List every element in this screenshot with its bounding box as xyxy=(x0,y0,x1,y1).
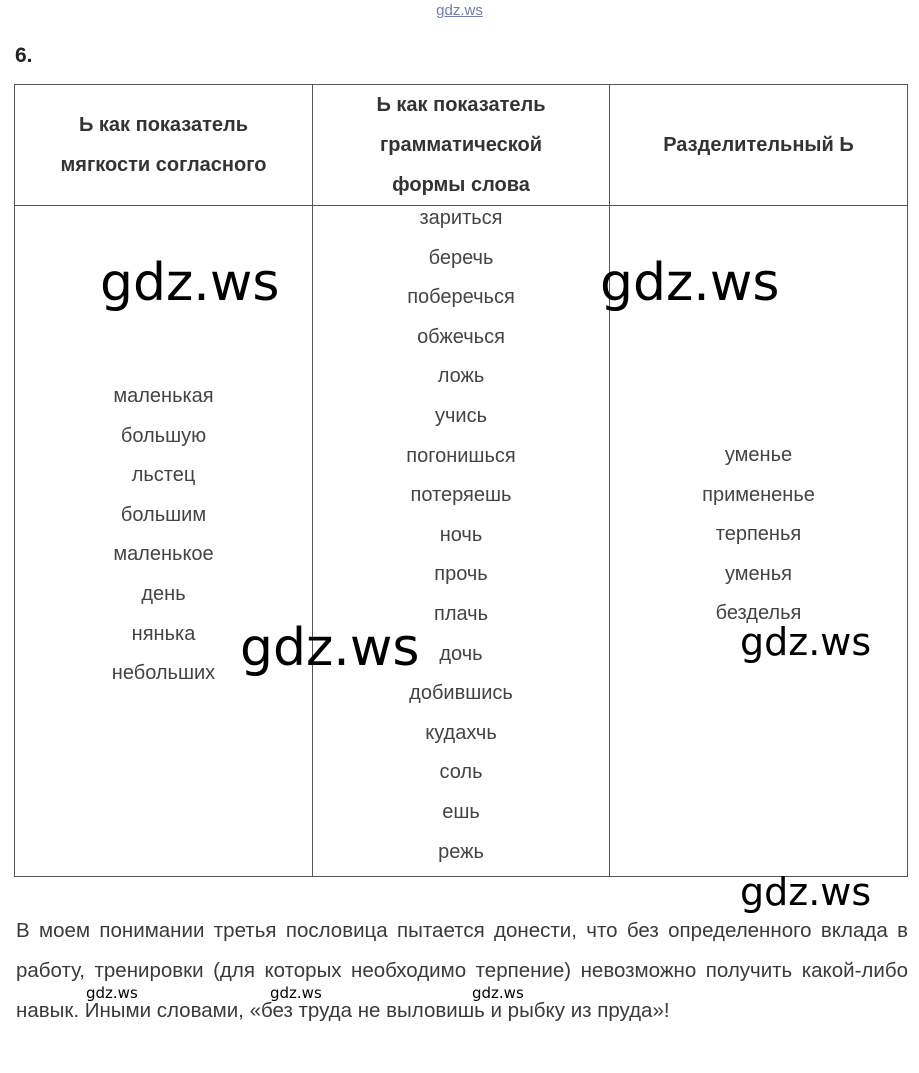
watermark: gdz.ws xyxy=(270,984,322,1002)
word: нянька xyxy=(131,622,196,645)
top-watermark[interactable]: gdz.ws xyxy=(436,2,483,19)
column-grammatical xyxy=(313,199,609,872)
word: ешь xyxy=(442,800,480,823)
watermark: gdz.ws xyxy=(86,984,138,1002)
word: кудахчь xyxy=(425,721,497,744)
watermark: gdz.ws xyxy=(740,620,872,664)
header-line: мягкости согласного xyxy=(60,154,267,176)
watermark: gdz.ws xyxy=(740,870,872,914)
word: ночь xyxy=(439,523,483,546)
word: режь xyxy=(438,840,484,863)
word: маленькая xyxy=(113,385,214,407)
word: льстец xyxy=(131,464,196,487)
header-line: Ь как показатель xyxy=(78,114,249,136)
word: большую xyxy=(120,424,207,447)
column-separating xyxy=(610,436,907,634)
header-line: Разделительный Ь xyxy=(663,134,854,156)
word: плачь xyxy=(433,602,489,625)
header-line: формы слова xyxy=(392,174,530,196)
answer-paragraph: В моем понимании третья пословица пытается донести, что без определенного вклада в работу, тренировки (для которых необходимо терпение) невозможно получить какой-либо навык. Иными словами, «без труда не выловишь и рыбку из пруда»! xyxy=(16,919,908,1022)
word: уменье xyxy=(724,444,793,466)
word: маленькое xyxy=(113,543,214,566)
word: учись xyxy=(434,404,487,427)
header-softness xyxy=(15,85,312,205)
watermark: gdz.ws xyxy=(240,618,420,678)
watermark: gdz.ws xyxy=(472,984,524,1002)
header-grammatical xyxy=(313,85,609,205)
watermark: gdz.ws xyxy=(600,253,780,313)
answer-table xyxy=(14,84,908,877)
header-line: грамматической xyxy=(379,134,543,156)
word: поберечься xyxy=(407,286,515,309)
word: примененье xyxy=(702,483,815,506)
word: уменья xyxy=(725,562,792,585)
header-line: Ь как показатель xyxy=(376,94,546,116)
word: соль xyxy=(439,761,483,784)
word: прочь xyxy=(434,563,488,586)
word: зариться xyxy=(419,207,503,229)
word: безделья xyxy=(715,602,802,625)
word: потеряешь xyxy=(410,484,512,507)
word: ложь xyxy=(437,365,485,388)
word: погонишься xyxy=(406,444,516,467)
word: терпенья xyxy=(715,523,802,546)
word: обжечься xyxy=(417,325,505,348)
word: день xyxy=(141,582,186,605)
word: беречь xyxy=(428,246,494,269)
word: большим xyxy=(120,503,207,526)
watermark: gdz.ws xyxy=(100,253,280,313)
task-number: 6. xyxy=(15,44,33,67)
word: небольших xyxy=(111,662,216,685)
header-separating xyxy=(610,85,907,205)
word: дочь xyxy=(439,642,483,665)
word: добившись xyxy=(409,682,513,705)
